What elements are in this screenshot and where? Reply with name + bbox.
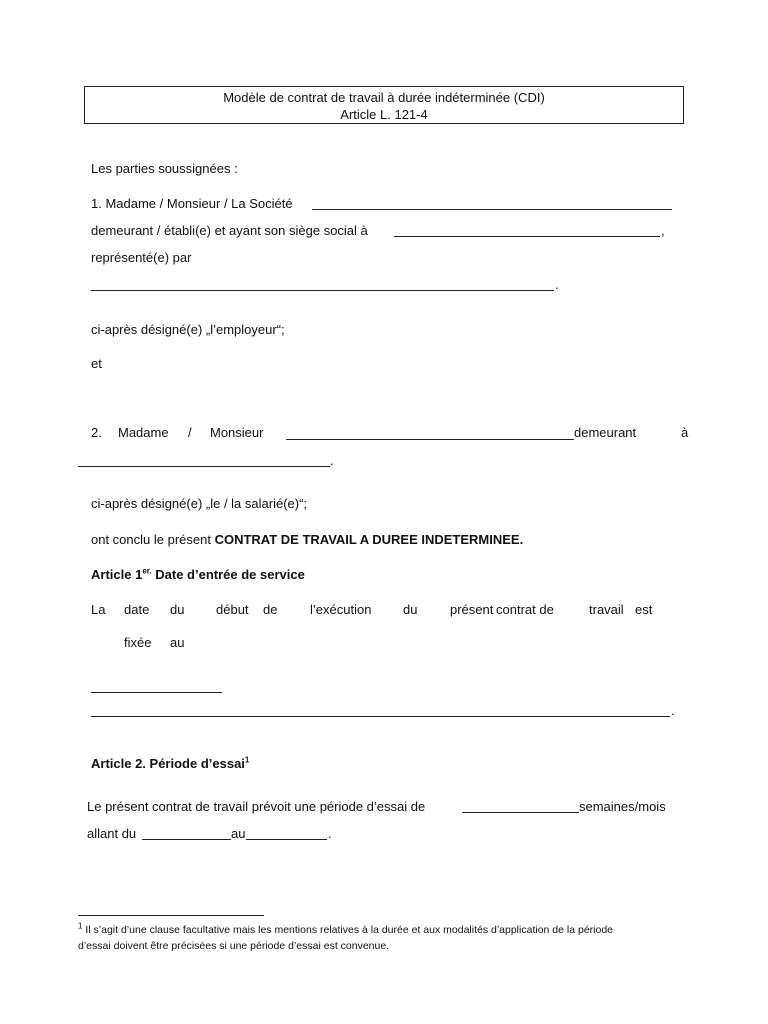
footnote-line2: d’essai doivent être précisées si une période d’essai est convenue. [78, 940, 390, 952]
article1-word: du [170, 602, 185, 617]
party2-designation: ci-après désigné(e) „le / la salarié(e)“; [91, 496, 308, 511]
party2-address-field[interactable] [78, 466, 330, 467]
article1-period: . [671, 703, 675, 718]
party2-slash: / [188, 425, 192, 440]
article1-word: date [124, 602, 150, 617]
article2-from-field[interactable] [142, 839, 231, 840]
article2-title-sup: 1 [244, 755, 250, 765]
article1-word: l’exécution [310, 602, 372, 617]
party2-madame: Madame [118, 425, 169, 440]
article1-title-prefix: Article 1 [91, 567, 143, 582]
article2-title-text: Article 2. Période d’essai [91, 756, 245, 771]
article2-duration-field[interactable] [462, 812, 579, 813]
article1-word: est [635, 602, 653, 617]
article1-date-field[interactable] [91, 692, 222, 693]
party1-line4-period: . [555, 277, 559, 292]
article1-word: présent [450, 602, 494, 617]
party2-line2-period: . [330, 453, 334, 468]
party1-line3: représenté(e) par [91, 250, 192, 265]
party1-line2-comma: , [661, 223, 665, 238]
article1-title [91, 567, 305, 583]
footnote-line1-text: Il s’agit d’une clause facultative mais les mentions relatives à la durée et aux modalités d’application de la période [82, 924, 614, 936]
article2-to-field[interactable] [246, 839, 327, 840]
article1-word: de [263, 602, 278, 617]
article1-title-sup: er. [142, 566, 152, 576]
document-article-ref: Article L. 121-4 [340, 107, 428, 122]
party1-name-field[interactable] [312, 209, 672, 210]
party1-line1: 1. Madame / Monsieur / La Société [91, 196, 293, 211]
article2-title [91, 756, 249, 772]
document-title: Modèle de contrat de travail à durée indéterminée (CDI) [223, 90, 545, 105]
party2-monsieur: Monsieur [210, 425, 264, 440]
article2-unit: semaines/mois [579, 799, 666, 814]
document-title-box [84, 86, 684, 124]
article1-date-field-2[interactable] [91, 716, 670, 717]
party1-representative-field[interactable] [91, 290, 554, 291]
article2-to-label: au [231, 826, 246, 841]
party2-num: 2. [91, 425, 102, 440]
intro-text: Les parties soussignées : [91, 161, 238, 176]
article1-word: début [216, 602, 249, 617]
party2-name-field[interactable] [286, 439, 574, 440]
footnote-separator [78, 915, 264, 916]
article1-word: du [403, 602, 418, 617]
conclusion-text [91, 532, 523, 548]
party1-address-field[interactable] [394, 236, 660, 237]
party2-demeurant: demeurant [574, 425, 637, 440]
article1-word: La [91, 602, 106, 617]
article1-word: contrat de [496, 602, 554, 617]
footnote-mark: 1 [78, 921, 83, 931]
article2-period: . [328, 826, 332, 841]
party2-a: à [681, 425, 689, 440]
conclusion-prefix: ont conclu le présent [91, 532, 215, 547]
article1-title-suffix: Date d’entrée de service [151, 567, 305, 582]
conclusion-bold: CONTRAT DE TRAVAIL A DUREE INDETERMINEE. [214, 532, 524, 547]
article1-word: fixée [124, 635, 152, 650]
and-word: et [91, 356, 102, 371]
article2-from-label: allant du [87, 826, 137, 841]
party1-line2: demeurant / établi(e) et ayant son siège social à [91, 223, 368, 238]
article1-word: travail [589, 602, 624, 617]
footnote-line1 [78, 923, 613, 938]
article2-text1: Le présent contrat de travail prévoit une période d’essai de [87, 799, 426, 814]
party1-designation: ci-après désigné(e) „l’employeur“; [91, 322, 285, 337]
article1-word: au [170, 635, 185, 650]
